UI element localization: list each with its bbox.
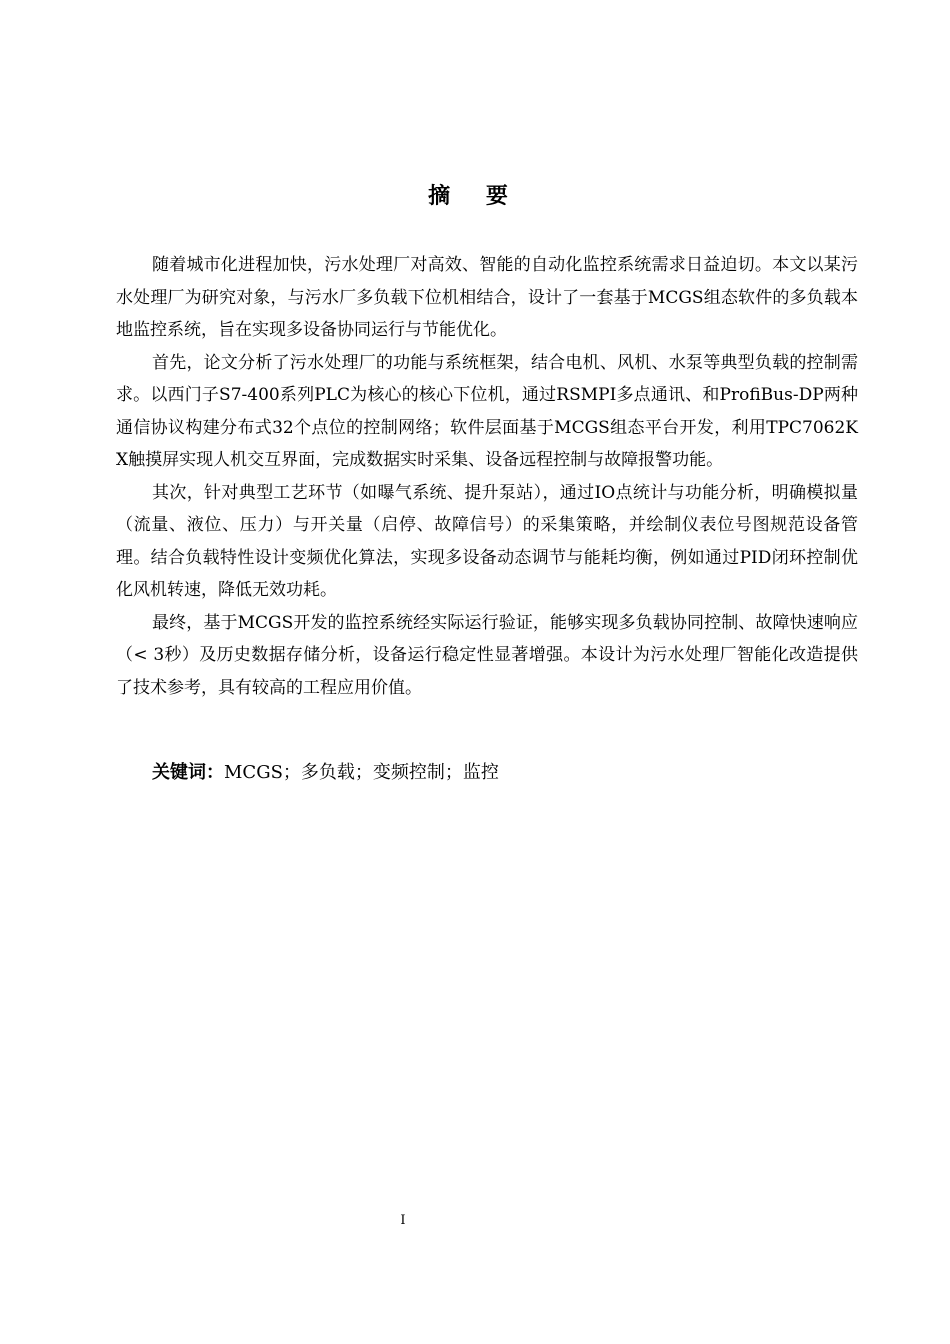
page-number: I — [400, 1213, 406, 1228]
keywords-values: MCGS；多负载；变频控制；监控 — [224, 762, 499, 783]
abstract-paragraph-3: 其次，针对典型工艺环节（如曝气系统、提升泵站），通过IO点统计与功能分析，明确模拟量（流量、液位、压力）与开关量（启停、故障信号）的采集策略，并绘制仪表位号图规范设备管理。结合负载特性设计变频优化算法，实现多设备动态调节与能耗均衡，例如通过PID闭环控制优化风机转速，降低无效功耗。 — [116, 482, 858, 600]
abstract-paragraph-2: 首先，论文分析了污水处理厂的功能与系统框架，结合电机、风机、水泵等典型负载的控制需求。以西门子S7-400系列PLC为核心的核心下位机，通过RSMPI多点通讯、和ProfiBus-DP两种通信协议构建分布式32个点位的控制网络；软件层面基于MCGS组态平台开发，利用TPC7062KX触摸屏实现人机交互界面，完成数据实时采集、设备远程控制与故障报警功能。 — [116, 352, 858, 470]
keywords-line — [152, 759, 499, 787]
keywords-label: 关键词： — [152, 762, 224, 783]
abstract-paragraph-4: 最终，基于MCGS开发的监控系统经实际运行验证，能够实现多负载协同控制、故障快速响应（< 3秒）及历史数据存储分析，设备运行稳定性显著增强。本设计为污水处理厂智能化改造提供了技术参考，具有较高的工程应用价值。 — [116, 612, 858, 698]
abstract-title: 摘 要 — [428, 184, 522, 209]
abstract-body — [116, 249, 858, 704]
abstract-paragraph-1: 随着城市化进程加快，污水处理厂对高效、智能的自动化监控系统需求日益迫切。本文以某污水处理厂为研究对象，与污水厂多负载下位机相结合，设计了一套基于MCGS组态软件的多负载本地监控系统，旨在实现多设备协同运行与节能优化。 — [116, 255, 858, 340]
